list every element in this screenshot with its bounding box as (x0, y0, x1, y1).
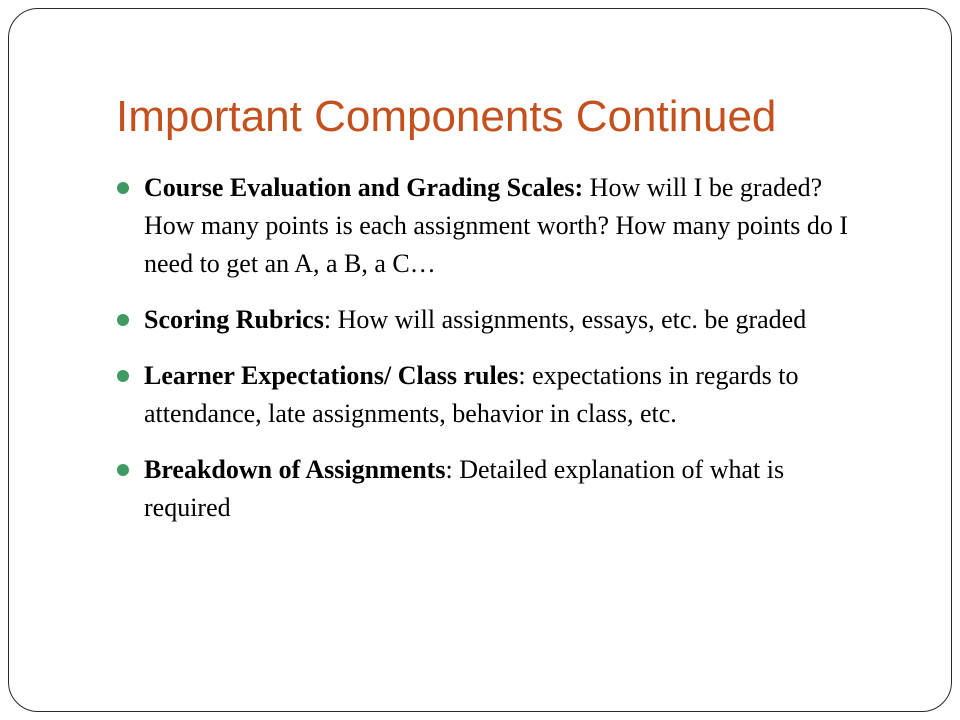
bullet-dot-icon (117, 182, 129, 194)
bullet-dot-icon (117, 464, 129, 476)
bullet-term: Scoring Rubrics (144, 305, 324, 334)
bullet-item-expectations (115, 357, 875, 433)
bullet-text: : How will assignments, essays, etc. be graded (323, 305, 807, 334)
bullet-text: : Detailed explanation of what is required (144, 455, 785, 522)
slide-frame (8, 8, 952, 712)
bullet-list (115, 169, 875, 545)
bullet-dot-icon (117, 370, 129, 382)
bullet-item-rubrics (115, 301, 875, 339)
bullet-text: How will I be graded? How many points is each assignment worth? How many points do I need to get an A, a B, a C… (144, 173, 849, 278)
bullet-item-assignments (115, 451, 875, 527)
slide-title: Important Components Continued (116, 92, 777, 141)
bullet-term: Course Evaluation and Grading Scales: (144, 173, 584, 202)
bullet-term: Learner Expectations/ Class rules (144, 361, 519, 390)
bullet-text: : expectations in regards to attendance, late assignments, behavior in class, etc. (144, 361, 799, 428)
bullet-dot-icon (117, 314, 129, 326)
bullet-item-grading (115, 169, 875, 283)
bullet-term: Breakdown of Assignments (144, 455, 446, 484)
